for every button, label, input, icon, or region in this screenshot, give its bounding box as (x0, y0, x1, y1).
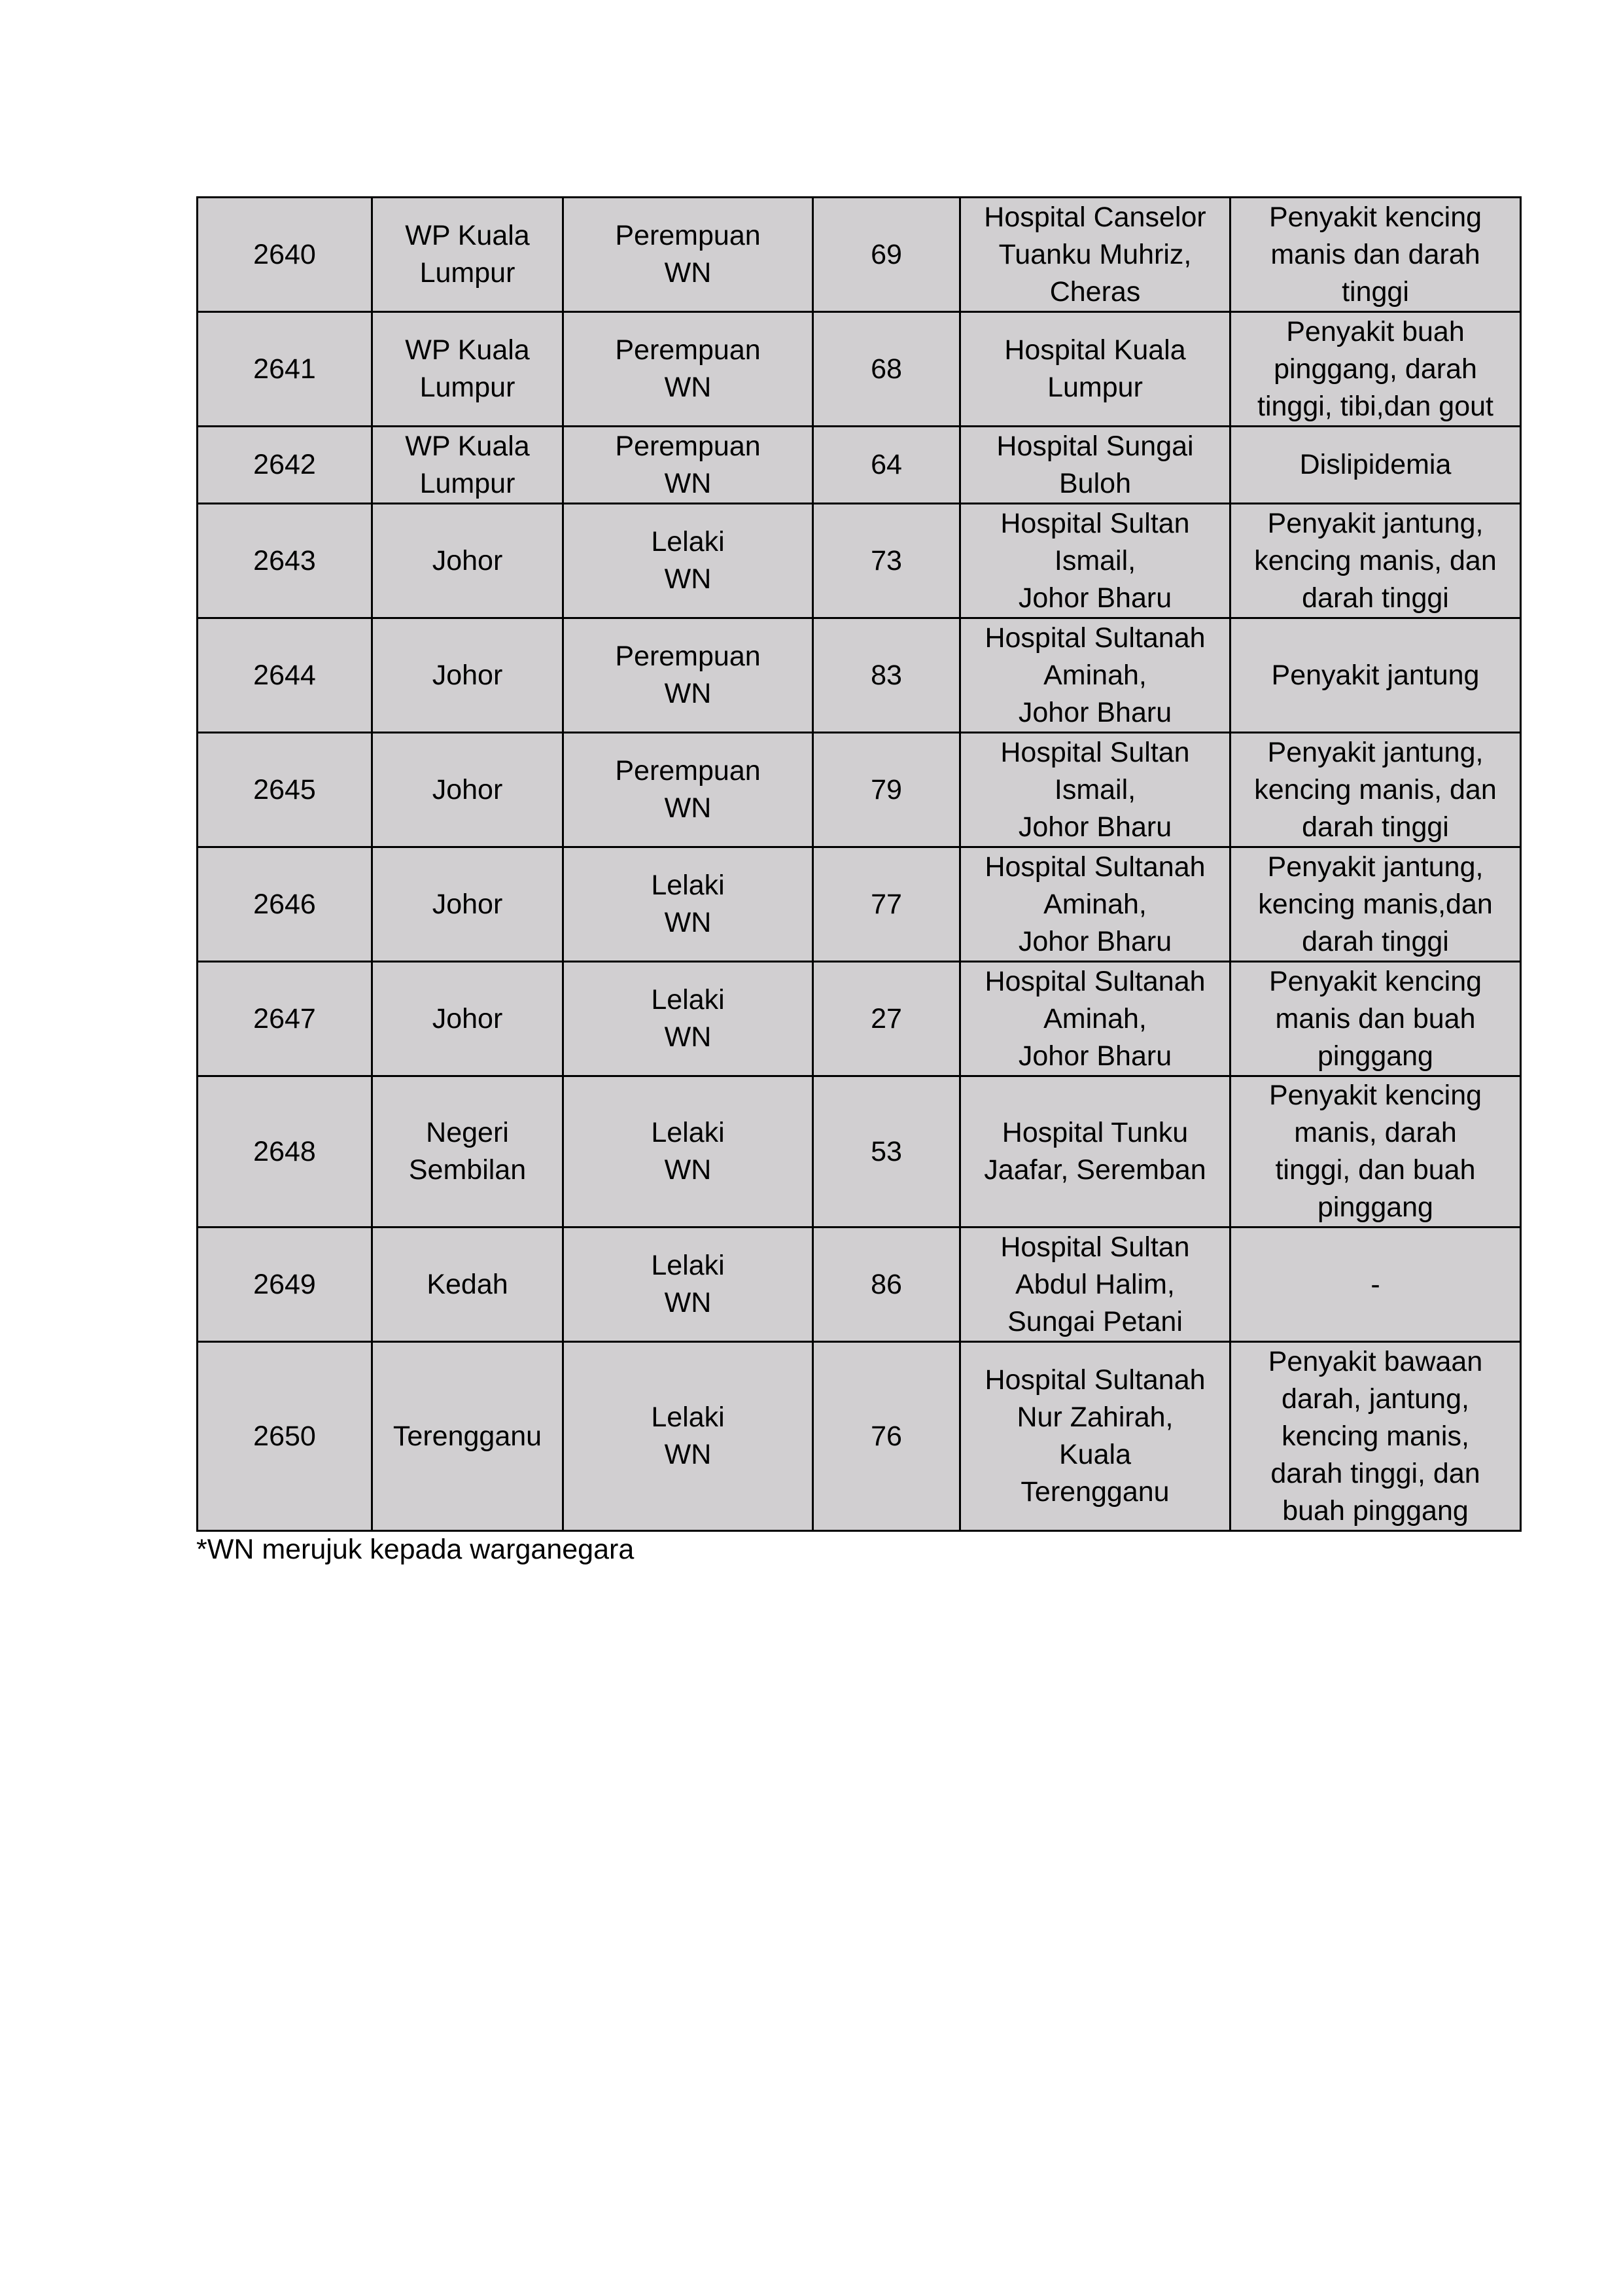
gender-citizenship-cell (563, 618, 813, 733)
comorbidities-text: pinggang (1318, 1040, 1433, 1072)
case-table-body (198, 198, 1521, 1531)
hospital-text: Nur Zahirah, (1017, 1402, 1174, 1433)
state-cell (372, 312, 563, 427)
hospital-text: Johor Bharu (1018, 925, 1172, 957)
comorbidities-text: darah tinggi (1302, 811, 1449, 843)
gender-citizenship-text: WN (664, 257, 712, 289)
footnote: *WN merujuk kepada warganegara (196, 1534, 635, 1565)
hospital-text: Hospital Sultanah (985, 1364, 1206, 1396)
comorbidities-text: tinggi (1342, 275, 1409, 308)
comorbidities-text: darah, jantung, (1282, 1383, 1469, 1415)
state-text: Sembilan (408, 1154, 527, 1186)
comorbidities-text: pinggang, darah (1274, 353, 1477, 385)
hospital-text: Sungai Petani (1007, 1305, 1183, 1337)
hospital-text: Cheras (1049, 275, 1141, 308)
state-text: Lumpur (419, 372, 515, 403)
hospital-text: Aminah, (1043, 659, 1147, 691)
gender-citizenship-text: Lelaki (651, 984, 725, 1016)
gender-citizenship-text: Lelaki (651, 1250, 725, 1281)
state-text: Lumpur (419, 467, 515, 499)
case-number-cell (198, 1076, 372, 1227)
table-row (198, 1227, 1521, 1342)
comorbidities-text: tinggi, tibi,dan gout (1257, 390, 1493, 422)
gender-citizenship-text: Lelaki (651, 526, 725, 557)
comorbidities-cell (1230, 1227, 1521, 1342)
comorbidities-text: darah tinggi (1302, 582, 1449, 614)
hospital-cell (960, 1227, 1230, 1342)
comorbidities-cell (1230, 962, 1521, 1076)
table-row (198, 198, 1521, 312)
state-text: Johor (432, 773, 503, 805)
hospital-text: Terengganu (1021, 1476, 1170, 1508)
case-number-text: 2646 (253, 888, 316, 920)
comorbidities-text: darah tinggi (1302, 925, 1449, 957)
age-cell (813, 427, 960, 504)
comorbidities-text: darah tinggi, dan (1270, 1457, 1480, 1489)
hospital-text: Hospital Sultan (1000, 736, 1190, 768)
hospital-text: Johor Bharu (1018, 582, 1172, 614)
comorbidities-cell (1230, 1342, 1521, 1531)
comorbidities-text: Penyakit kencing (1268, 201, 1482, 233)
table-row (198, 427, 1521, 504)
state-text: Terengganu (393, 1420, 542, 1452)
hospital-text: Aminah, (1043, 888, 1147, 920)
age-cell (813, 962, 960, 1076)
age-text: 73 (871, 544, 902, 576)
state-text: Lumpur (419, 257, 515, 289)
comorbidities-text: kencing manis, dan (1254, 544, 1497, 576)
hospital-text: Johor Bharu (1018, 696, 1172, 728)
age-cell (813, 312, 960, 427)
gender-citizenship-text: WN (664, 1021, 712, 1053)
state-cell (372, 1227, 563, 1342)
gender-citizenship-cell (563, 198, 813, 312)
hospital-text: Hospital Canselor (984, 201, 1206, 233)
hospital-text: Hospital Sultanah (985, 622, 1206, 654)
comorbidities-text: kencing manis, (1282, 1420, 1469, 1452)
state-text: Johor (432, 888, 503, 920)
case-number-cell (198, 427, 372, 504)
gender-citizenship-text: WN (664, 792, 712, 824)
table-row (198, 504, 1521, 618)
hospital-text: Hospital Sultanah (985, 965, 1206, 997)
hospital-text: Aminah, (1043, 1002, 1147, 1034)
age-text: 83 (871, 659, 902, 691)
comorbidities-text: Dislipidemia (1299, 449, 1452, 480)
gender-citizenship-cell (563, 962, 813, 1076)
age-cell (813, 1076, 960, 1227)
case-number-text: 2649 (253, 1268, 316, 1300)
gender-citizenship-text: WN (664, 1287, 712, 1318)
age-text: 86 (871, 1268, 902, 1300)
hospital-text: Johor Bharu (1018, 1040, 1172, 1072)
state-cell (372, 618, 563, 733)
comorbidities-cell (1230, 198, 1521, 312)
age-cell (813, 1227, 960, 1342)
age-text: 76 (871, 1420, 902, 1452)
gender-citizenship-text: WN (664, 1439, 712, 1470)
table-row (198, 618, 1521, 733)
case-number-cell (198, 847, 372, 962)
hospital-text: Tuanku Muhriz, (998, 238, 1192, 270)
comorbidities-cell (1230, 427, 1521, 504)
comorbidities-text: pinggang (1318, 1192, 1433, 1223)
case-number-cell (198, 312, 372, 427)
gender-citizenship-cell (563, 1076, 813, 1227)
hospital-text: Hospital Sungai (996, 430, 1194, 462)
case-number-text: 2648 (253, 1135, 316, 1167)
gender-citizenship-text: WN (664, 1154, 712, 1186)
hospital-text: Johor Bharu (1018, 811, 1172, 843)
age-cell (813, 847, 960, 962)
hospital-text: Hospital Sultan (1000, 507, 1190, 539)
age-cell (813, 733, 960, 847)
table-row (198, 847, 1521, 962)
case-number-cell (198, 733, 372, 847)
comorbidities-text: manis dan darah (1270, 238, 1480, 270)
gender-citizenship-text: Lelaki (651, 1117, 725, 1148)
state-text: Johor (432, 1002, 503, 1034)
age-text: 68 (871, 353, 902, 385)
comorbidities-cell (1230, 504, 1521, 618)
state-cell (372, 962, 563, 1076)
hospital-text: Jaafar, Seremban (984, 1154, 1206, 1186)
state-cell (372, 733, 563, 847)
case-number-text: 2642 (253, 449, 316, 480)
comorbidities-cell (1230, 847, 1521, 962)
gender-citizenship-text: Lelaki (651, 870, 725, 901)
case-number-text: 2643 (253, 544, 316, 576)
hospital-cell (960, 1076, 1230, 1227)
state-text: Johor (432, 544, 503, 576)
state-text: Kedah (427, 1268, 508, 1300)
state-cell (372, 504, 563, 618)
hospital-text: Hospital Sultan (1000, 1231, 1190, 1263)
table-row (198, 1342, 1521, 1531)
gender-citizenship-text: Perempuan (615, 220, 761, 251)
hospital-text: Hospital Kuala (1004, 334, 1186, 366)
hospital-text: Lumpur (1047, 372, 1143, 403)
state-cell (372, 1342, 563, 1531)
comorbidities-text: tinggi, dan buah (1275, 1154, 1476, 1186)
gender-citizenship-cell (563, 1227, 813, 1342)
gender-citizenship-text: WN (664, 907, 712, 938)
comorbidities-cell (1230, 1076, 1521, 1227)
hospital-cell (960, 312, 1230, 427)
gender-citizenship-cell (563, 504, 813, 618)
state-text: WP Kuala (405, 430, 530, 462)
age-text: 27 (871, 1002, 902, 1034)
gender-citizenship-text: WN (664, 467, 712, 499)
hospital-cell (960, 847, 1230, 962)
gender-citizenship-cell (563, 1342, 813, 1531)
state-cell (372, 427, 563, 504)
comorbidities-cell (1230, 733, 1521, 847)
comorbidities-text: Penyakit jantung (1271, 659, 1480, 691)
gender-citizenship-text: Perempuan (615, 430, 761, 462)
case-number-text: 2640 (253, 238, 316, 270)
age-cell (813, 198, 960, 312)
gender-citizenship-cell (563, 847, 813, 962)
hospital-cell (960, 733, 1230, 847)
gender-citizenship-cell (563, 733, 813, 847)
state-text: Johor (432, 659, 503, 691)
comorbidities-text: kencing manis,dan (1258, 888, 1493, 920)
comorbidities-cell (1230, 312, 1521, 427)
hospital-cell (960, 198, 1230, 312)
hospital-text: Hospital Sultanah (985, 851, 1206, 883)
hospital-cell (960, 1342, 1230, 1531)
state-text: WP Kuala (405, 220, 530, 251)
comorbidities-text: manis dan buah (1275, 1002, 1476, 1034)
state-cell (372, 198, 563, 312)
table-row (198, 962, 1521, 1076)
case-number-cell (198, 618, 372, 733)
age-text: 53 (871, 1135, 902, 1167)
hospital-text: Kuala (1059, 1439, 1131, 1470)
case-number-text: 2647 (253, 1002, 316, 1034)
gender-citizenship-text: WN (664, 678, 712, 709)
state-text: WP Kuala (405, 334, 530, 366)
state-cell (372, 847, 563, 962)
comorbidities-text: manis, darah (1294, 1117, 1457, 1148)
hospital-text: Buloh (1059, 467, 1131, 499)
age-text: 79 (871, 773, 902, 805)
case-number-cell (198, 198, 372, 312)
age-cell (813, 618, 960, 733)
hospital-text: Hospital Tunku (1002, 1117, 1189, 1148)
comorbidities-text: Penyakit buah (1286, 315, 1465, 347)
comorbidities-text: buah pinggang (1282, 1494, 1469, 1527)
comorbidities-text: Penyakit kencing (1268, 965, 1482, 997)
comorbidities-text: Penyakit kencing (1268, 1080, 1482, 1111)
comorbidities-text: Penyakit jantung, (1267, 851, 1484, 883)
hospital-text: Ismail, (1054, 544, 1136, 576)
table-row (198, 1076, 1521, 1227)
gender-citizenship-text: Perempuan (615, 641, 761, 672)
gender-citizenship-cell (563, 427, 813, 504)
hospital-cell (960, 427, 1230, 504)
comorbidities-text: Penyakit jantung, (1267, 736, 1484, 768)
case-table (196, 196, 1522, 1532)
age-cell (813, 504, 960, 618)
hospital-text: Abdul Halim, (1015, 1268, 1175, 1300)
comorbidities-cell (1230, 618, 1521, 733)
case-number-cell (198, 962, 372, 1076)
comorbidities-text: Penyakit jantung, (1267, 507, 1484, 539)
case-number-text: 2650 (253, 1420, 316, 1452)
state-text: Negeri (426, 1117, 509, 1148)
gender-citizenship-text: Lelaki (651, 1402, 725, 1433)
gender-citizenship-text: WN (664, 372, 712, 403)
age-text: 69 (871, 238, 902, 270)
comorbidities-text: kencing manis, dan (1254, 773, 1497, 805)
age-cell (813, 1342, 960, 1531)
gender-citizenship-text: WN (664, 563, 712, 595)
state-cell (372, 1076, 563, 1227)
age-text: 77 (871, 888, 902, 920)
hospital-text: Ismail, (1054, 773, 1136, 805)
age-text: 64 (871, 449, 902, 480)
gender-citizenship-cell (563, 312, 813, 427)
comorbidities-text: - (1370, 1268, 1380, 1300)
case-number-cell (198, 1227, 372, 1342)
table-row (198, 312, 1521, 427)
hospital-cell (960, 618, 1230, 733)
case-number-text: 2645 (253, 773, 316, 805)
gender-citizenship-text: Perempuan (615, 755, 761, 786)
comorbidities-text: Penyakit bawaan (1268, 1345, 1483, 1377)
case-number-text: 2644 (253, 659, 316, 691)
hospital-cell (960, 504, 1230, 618)
table-row (198, 733, 1521, 847)
hospital-cell (960, 962, 1230, 1076)
case-number-text: 2641 (253, 353, 316, 385)
case-number-cell (198, 1342, 372, 1531)
gender-citizenship-text: Perempuan (615, 334, 761, 366)
case-number-cell (198, 504, 372, 618)
